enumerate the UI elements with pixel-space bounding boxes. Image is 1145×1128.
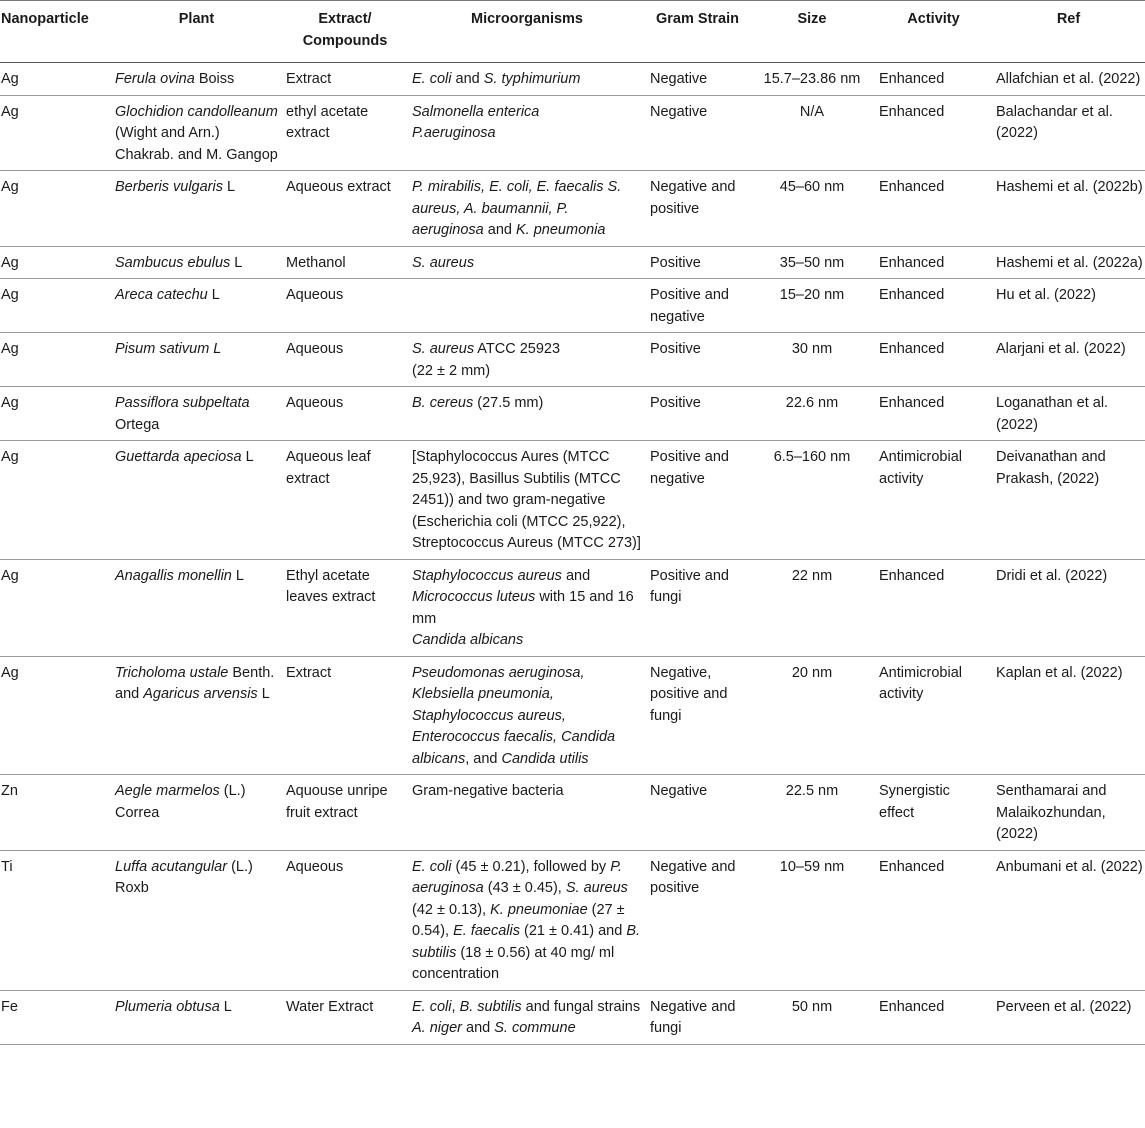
cell-plant-segment: L xyxy=(223,179,236,195)
cell-plant-segment: Anagallis monellin xyxy=(115,567,232,584)
cell-microorganisms-segment: (43 ± 0.45), xyxy=(483,880,566,896)
cell-nanoparticle: Ag xyxy=(0,656,111,775)
cell-plant-segment: Berberis vulgaris xyxy=(115,179,223,195)
cell-microorganisms xyxy=(408,279,646,333)
cell-microorganisms-segment: P. aeruginosa xyxy=(412,858,623,896)
cell-extract: Extract xyxy=(282,656,408,775)
table-row xyxy=(0,333,1145,387)
table-row xyxy=(0,850,1145,990)
cell-size: 20 nm xyxy=(749,656,875,775)
cell-nanoparticle: Ag xyxy=(0,279,111,333)
cell-extract: Aquouse unripe fruit extract xyxy=(282,775,408,851)
table-row xyxy=(0,656,1145,775)
cell-plant-segment: Areca catechu xyxy=(115,287,208,303)
cell-size: 10–59 nm xyxy=(749,850,875,990)
cell-microorganisms-segment: (45 ± 0.21), followed by xyxy=(451,858,611,875)
cell-microorganisms xyxy=(408,63,646,96)
cell-microorganisms-segment: E. faecalis xyxy=(453,923,521,939)
cell-ref: Kaplan et al. (2022) xyxy=(992,656,1145,775)
cell-plant-segment: (L.) Roxb xyxy=(115,858,253,896)
cell-plant xyxy=(111,279,282,333)
cell-ref: Anbumani et al. (2022) xyxy=(992,850,1145,990)
cell-microorganisms-segment: (27.5 mm) xyxy=(473,395,544,411)
cell-microorganisms-segment: and xyxy=(461,1020,495,1036)
table-row xyxy=(0,95,1145,171)
table-row xyxy=(0,171,1145,247)
cell-activity: Antimicrobial activity xyxy=(875,656,992,775)
cell-microorganisms xyxy=(408,95,646,171)
cell-ref: Hu et al. (2022) xyxy=(992,279,1145,333)
cell-plant xyxy=(111,333,282,387)
header-ref: Ref xyxy=(992,1,1145,63)
cell-size: N/A xyxy=(749,95,875,171)
cell-gram-strain: Negative and positive xyxy=(646,171,749,247)
cell-microorganisms-segment: K. pneumonia xyxy=(516,222,606,238)
header-size: Size xyxy=(749,1,875,63)
cell-gram-strain: Negative xyxy=(646,775,749,851)
cell-extract: Aqueous xyxy=(282,333,408,387)
cell-nanoparticle: Ag xyxy=(0,387,111,441)
cell-size: 15–20 nm xyxy=(749,279,875,333)
cell-microorganisms-segment: K. pneumoniae xyxy=(490,901,588,918)
table-row xyxy=(0,63,1145,96)
cell-activity: Enhanced xyxy=(875,95,992,171)
cell-microorganisms-segment: (42 ± 0.13), xyxy=(412,901,491,918)
cell-activity: Enhanced xyxy=(875,279,992,333)
cell-plant-segment: Guettarda apeciosa xyxy=(115,449,242,465)
cell-plant-segment: Passiflora subpeltata xyxy=(115,395,250,411)
cell-gram-strain: Negative xyxy=(646,95,749,171)
cell-ref: Alarjani et al. (2022) xyxy=(992,333,1145,387)
cell-ref: Hashemi et al. (2022a) xyxy=(992,246,1145,279)
cell-activity: Enhanced xyxy=(875,333,992,387)
cell-plant-segment: Luffa acutangular xyxy=(115,858,228,875)
table-body xyxy=(0,63,1145,1045)
cell-plant-segment: Boiss xyxy=(194,71,235,87)
table-row xyxy=(0,775,1145,851)
cell-gram-strain: Negative xyxy=(646,63,749,96)
cell-plant-segment: Benth. and xyxy=(115,664,275,702)
cell-nanoparticle: Ag xyxy=(0,333,111,387)
cell-ref: Perveen et al. (2022) xyxy=(992,990,1145,1044)
table-row xyxy=(0,387,1145,441)
cell-nanoparticle: Ag xyxy=(0,95,111,171)
cell-size: 22.6 nm xyxy=(749,387,875,441)
cell-extract: Water Extract xyxy=(282,990,408,1044)
cell-gram-strain: Positive and negative xyxy=(646,441,749,560)
cell-nanoparticle: Zn xyxy=(0,775,111,851)
cell-plant-segment: (Wight and Arn.) Chakrab. and M. Gangop xyxy=(115,125,278,163)
cell-extract: Aqueous xyxy=(282,387,408,441)
cell-microorganisms-segment: S. aureus xyxy=(565,880,628,896)
cell-gram-strain: Positive and negative xyxy=(646,279,749,333)
cell-microorganisms-segment: Salmonella enterica xyxy=(412,103,540,120)
table-row xyxy=(0,990,1145,1044)
cell-microorganisms xyxy=(408,246,646,279)
cell-size: 15.7–23.86 nm xyxy=(749,63,875,96)
cell-microorganisms-segment: , xyxy=(451,998,460,1015)
cell-microorganisms-segment: E. coli xyxy=(412,858,452,875)
cell-size: 30 nm xyxy=(749,333,875,387)
cell-nanoparticle: Ag xyxy=(0,63,111,96)
cell-extract: Aqueous xyxy=(282,850,408,990)
table-row xyxy=(0,279,1145,333)
cell-microorganisms-segment: (21 ± 0.41) and xyxy=(520,923,627,939)
cell-microorganisms-segment: S. commune xyxy=(494,1020,576,1036)
cell-gram-strain: Positive and fungi xyxy=(646,559,749,656)
cell-microorganisms-segment: (22 ± 2 mm) xyxy=(412,362,491,379)
cell-gram-strain: Positive xyxy=(646,387,749,441)
header-activity: Activity xyxy=(875,1,992,63)
cell-microorganisms-segment: (18 ± 0.56) at 40 mg/ ml concentration xyxy=(412,944,615,982)
cell-plant xyxy=(111,990,282,1044)
cell-microorganisms-segment: S. typhimurium xyxy=(483,71,581,87)
cell-ref: Senthamarai and Malaikozhundan, (2022) xyxy=(992,775,1145,851)
cell-microorganisms-segment: (27 ± 0.54), xyxy=(412,901,625,939)
cell-extract: ethyl acetate extract xyxy=(282,95,408,171)
cell-extract: Aqueous extract xyxy=(282,171,408,247)
cell-extract: Extract xyxy=(282,63,408,96)
cell-microorganisms-segment: and xyxy=(561,567,591,584)
cell-extract: Aqueous leaf extract xyxy=(282,441,408,560)
cell-nanoparticle: Ag xyxy=(0,559,111,656)
cell-activity: Enhanced xyxy=(875,990,992,1044)
cell-microorganisms-segment: P. mirabilis, E. coli, E. faecalis S. aureus, A. baumannii, P. aeruginosa xyxy=(412,179,622,238)
cell-microorganisms-segment: Gram-negative bacteria xyxy=(412,783,564,799)
cell-ref: Balachandar et al. (2022) xyxy=(992,95,1145,171)
cell-microorganisms-segment: B. cereus xyxy=(412,395,474,411)
cell-microorganisms-segment: Candida utilis xyxy=(501,750,589,767)
table-row xyxy=(0,559,1145,656)
cell-microorganisms xyxy=(408,387,646,441)
cell-microorganisms-segment: S. aureus xyxy=(412,254,475,271)
cell-activity: Enhanced xyxy=(875,63,992,96)
cell-plant-segment: L xyxy=(230,254,243,271)
cell-plant xyxy=(111,559,282,656)
cell-microorganisms-segment: E. coli xyxy=(412,71,452,87)
cell-size: 6.5–160 nm xyxy=(749,441,875,560)
cell-size: 50 nm xyxy=(749,990,875,1044)
cell-plant xyxy=(111,95,282,171)
cell-gram-strain: Negative and positive xyxy=(646,850,749,990)
cell-activity: Synergistic effect xyxy=(875,775,992,851)
cell-microorganisms xyxy=(408,333,646,387)
cell-plant-segment: Sambucus ebulus xyxy=(115,254,231,271)
cell-microorganisms-segment: , and xyxy=(465,750,502,767)
cell-gram-strain: Positive xyxy=(646,333,749,387)
cell-microorganisms-segment: and fungal strains xyxy=(521,998,641,1015)
cell-microorganisms-segment: Pseudomonas aeruginosa, Klebsiella pneumonia, Staphylococcus aureus, Enterococcus faecalis, Candida albicans xyxy=(412,664,616,767)
cell-plant-segment: Glochidion candolleanum xyxy=(115,103,278,120)
cell-ref: Dridi et al. (2022) xyxy=(992,559,1145,656)
cell-plant-segment: L xyxy=(219,998,232,1015)
cell-activity: Antimicrobial activity xyxy=(875,441,992,560)
cell-gram-strain: Negative and fungi xyxy=(646,990,749,1044)
cell-microorganisms-segment: S. aureus xyxy=(412,341,475,357)
cell-microorganisms-segment: with 15 and 16 mm xyxy=(412,589,634,627)
header-nanoparticle: Nanoparticle xyxy=(0,1,111,63)
cell-plant xyxy=(111,63,282,96)
cell-ref: Hashemi et al. (2022b) xyxy=(992,171,1145,247)
cell-plant-segment: Ferula ovina xyxy=(115,71,195,87)
cell-plant xyxy=(111,246,282,279)
table-row xyxy=(0,246,1145,279)
cell-microorganisms xyxy=(408,850,646,990)
cell-microorganisms xyxy=(408,775,646,851)
cell-plant xyxy=(111,656,282,775)
cell-microorganisms-segment: ATCC 25923 xyxy=(474,341,561,357)
header-row xyxy=(0,1,1145,63)
header-microorganisms: Microorganisms xyxy=(408,1,646,63)
cell-plant-segment: L xyxy=(241,449,254,465)
cell-plant-segment: Ortega xyxy=(115,416,160,433)
cell-plant-segment: Aegle marmelos xyxy=(115,783,220,799)
cell-nanoparticle: Fe xyxy=(0,990,111,1044)
cell-plant xyxy=(111,775,282,851)
cell-microorganisms-segment: Staphylococcus aureus xyxy=(412,567,562,584)
header-extract: Extract/ Compounds xyxy=(282,1,408,63)
cell-microorganisms xyxy=(408,656,646,775)
cell-activity: Enhanced xyxy=(875,246,992,279)
cell-plant xyxy=(111,171,282,247)
cell-microorganisms-segment: E. coli xyxy=(412,998,452,1015)
cell-microorganisms-segment: [Staphylococcus Aures (MTCC 25,923), Basillus Subtilis (MTCC 2451)) and two gram-negative (Escherichia coli (MTCC 25,922), Streptococcus Aureus (MTCC 273)] xyxy=(412,449,641,551)
cell-gram-strain: Positive xyxy=(646,246,749,279)
cell-microorganisms xyxy=(408,441,646,560)
cell-plant-segment: L xyxy=(207,287,220,303)
cell-size: 22.5 nm xyxy=(749,775,875,851)
header-gram-strain: Gram Strain xyxy=(646,1,749,63)
cell-plant-segment: Agaricus arvensis xyxy=(143,686,258,702)
cell-ref: Loganathan et al. (2022) xyxy=(992,387,1145,441)
cell-gram-strain: Negative, positive and fungi xyxy=(646,656,749,775)
cell-plant-segment: Plumeria obtusa xyxy=(115,998,220,1015)
cell-plant-segment: L xyxy=(257,686,270,702)
cell-ref: Deivanathan and Prakash, (2022) xyxy=(992,441,1145,560)
cell-microorganisms-segment: and xyxy=(451,71,484,87)
header-plant: Plant xyxy=(111,1,282,63)
cell-microorganisms-segment: P.aeruginosa xyxy=(412,125,496,141)
table-row xyxy=(0,441,1145,560)
cell-microorganisms-segment: B. subtilis xyxy=(459,998,522,1015)
cell-size: 22 nm xyxy=(749,559,875,656)
cell-size: 35–50 nm xyxy=(749,246,875,279)
cell-extract: Ethyl acetate leaves extract xyxy=(282,559,408,656)
cell-activity: Enhanced xyxy=(875,387,992,441)
cell-microorganisms-segment: A. niger xyxy=(412,1020,462,1036)
cell-extract: Methanol xyxy=(282,246,408,279)
cell-microorganisms-segment: B. subtilis xyxy=(412,923,641,961)
cell-activity: Enhanced xyxy=(875,850,992,990)
cell-nanoparticle: Ti xyxy=(0,850,111,990)
cell-activity: Enhanced xyxy=(875,559,992,656)
cell-size: 45–60 nm xyxy=(749,171,875,247)
cell-microorganisms xyxy=(408,990,646,1044)
cell-microorganisms-segment: and xyxy=(483,222,516,238)
cell-plant-segment: Pisum sativum L xyxy=(115,341,222,357)
cell-microorganisms-segment: Candida albicans xyxy=(412,632,524,648)
cell-microorganisms xyxy=(408,171,646,247)
cell-microorganisms-segment: Micrococcus luteus xyxy=(412,589,536,605)
cell-plant-segment: (L.) Correa xyxy=(115,783,246,821)
cell-activity: Enhanced xyxy=(875,171,992,247)
cell-ref: Allafchian et al. (2022) xyxy=(992,63,1145,96)
cell-nanoparticle: Ag xyxy=(0,441,111,560)
cell-plant-segment: Tricholoma ustale xyxy=(115,664,229,681)
cell-nanoparticle: Ag xyxy=(0,246,111,279)
cell-plant-segment: L xyxy=(231,567,244,584)
cell-microorganisms xyxy=(408,559,646,656)
cell-extract: Aqueous xyxy=(282,279,408,333)
cell-nanoparticle: Ag xyxy=(0,171,111,247)
cell-plant xyxy=(111,850,282,990)
cell-plant xyxy=(111,387,282,441)
cell-plant xyxy=(111,441,282,560)
